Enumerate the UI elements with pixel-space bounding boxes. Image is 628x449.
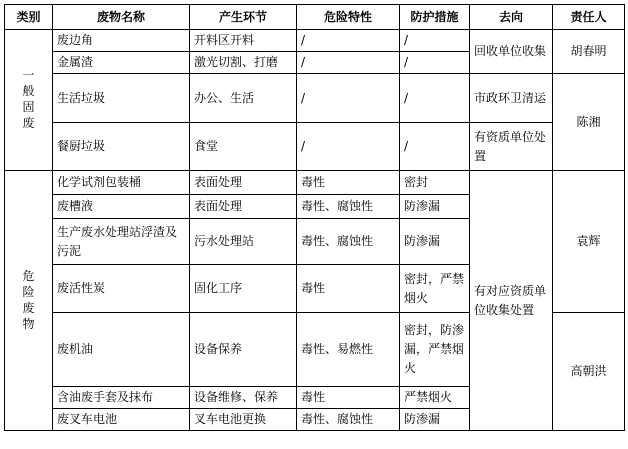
cell-source: 叉车电池更换 (190, 409, 297, 431)
table-row (5, 171, 625, 195)
cell-protection: 防渗漏 (400, 219, 470, 265)
cell-source: 设备保养 (190, 313, 297, 387)
cell-waste-name: 废边角 (53, 30, 190, 52)
header-protection: 防护措施 (400, 5, 470, 30)
cell-destination-hazardous: 有对应资质单位收集处置 (470, 171, 553, 431)
header-responsible: 责任人 (553, 5, 625, 30)
cell-destination-recycle: 回收单位收集 (470, 30, 553, 74)
cell-source: 食堂 (190, 123, 297, 171)
cell-waste-name: 含油废手套及抹布 (53, 387, 190, 409)
cell-hazard: 毒性、易燃性 (297, 313, 400, 387)
cell-protection: 密封，严禁烟火 (400, 265, 470, 313)
cell-source: 办公、生活 (190, 74, 297, 123)
header-destination: 去向 (470, 5, 553, 30)
cell-responsible-gao: 高朝洪 (553, 313, 625, 431)
cell-waste-name: 废叉车电池 (53, 409, 190, 431)
cell-hazard: / (297, 30, 400, 52)
cell-waste-name: 金属渣 (53, 52, 190, 74)
header-hazard: 危险特性 (297, 5, 400, 30)
cell-source: 设备维修、保养 (190, 387, 297, 409)
cell-destination-municipal: 市政环卫清运 (470, 74, 553, 123)
header-category: 类别 (5, 5, 53, 30)
cell-hazard: / (297, 52, 400, 74)
cell-waste-name: 生活垃圾 (53, 74, 190, 123)
cell-source: 污水处理站 (190, 219, 297, 265)
cell-source: 表面处理 (190, 171, 297, 195)
waste-table (4, 4, 625, 431)
cell-hazard: 毒性 (297, 387, 400, 409)
cell-protection: 严禁烟火 (400, 387, 470, 409)
table-row (5, 74, 625, 123)
header-source: 产生环节 (190, 5, 297, 30)
cell-hazard: / (297, 74, 400, 123)
cell-waste-name: 废槽液 (53, 195, 190, 219)
cell-source: 开料区开料 (190, 30, 297, 52)
cell-hazard: 毒性、腐蚀性 (297, 195, 400, 219)
cell-protection: 防渗漏 (400, 409, 470, 431)
category-general-label: 一般固废 (22, 68, 35, 130)
cell-waste-name: 生产废水处理站浮渣及污泥 (53, 219, 190, 265)
waste-table-container (4, 4, 625, 431)
cell-protection: 密封，防渗漏，严禁烟火 (400, 313, 470, 387)
cell-waste-name: 餐厨垃圾 (53, 123, 190, 171)
cell-source: 激光切割、打磨 (190, 52, 297, 74)
table-row (5, 30, 625, 52)
table-row (5, 123, 625, 171)
cell-source: 表面处理 (190, 195, 297, 219)
cell-hazard: 毒性、腐蚀性 (297, 409, 400, 431)
category-hazardous-label: 危险废物 (22, 268, 35, 331)
category-general (5, 30, 53, 171)
cell-responsible-yuan: 袁辉 (553, 171, 625, 313)
cell-responsible-hu: 胡春明 (553, 30, 625, 74)
header-waste-name: 废物名称 (53, 5, 190, 30)
cell-source: 固化工序 (190, 265, 297, 313)
cell-protection: / (400, 123, 470, 171)
cell-protection: / (400, 30, 470, 52)
header-row (5, 5, 625, 30)
cell-protection: / (400, 52, 470, 74)
cell-hazard: 毒性、腐蚀性 (297, 219, 400, 265)
cell-waste-name: 化学试剂包装桶 (53, 171, 190, 195)
cell-protection: / (400, 74, 470, 123)
cell-protection: 防渗漏 (400, 195, 470, 219)
cell-destination-qualified: 有资质单位处置 (470, 123, 553, 171)
cell-hazard: / (297, 123, 400, 171)
cell-hazard: 毒性 (297, 171, 400, 195)
cell-protection: 密封 (400, 171, 470, 195)
cell-waste-name: 废活性炭 (53, 265, 190, 313)
category-hazardous (5, 171, 53, 431)
cell-responsible-chen: 陈湘 (553, 74, 625, 171)
cell-hazard: 毒性 (297, 265, 400, 313)
cell-waste-name: 废机油 (53, 313, 190, 387)
